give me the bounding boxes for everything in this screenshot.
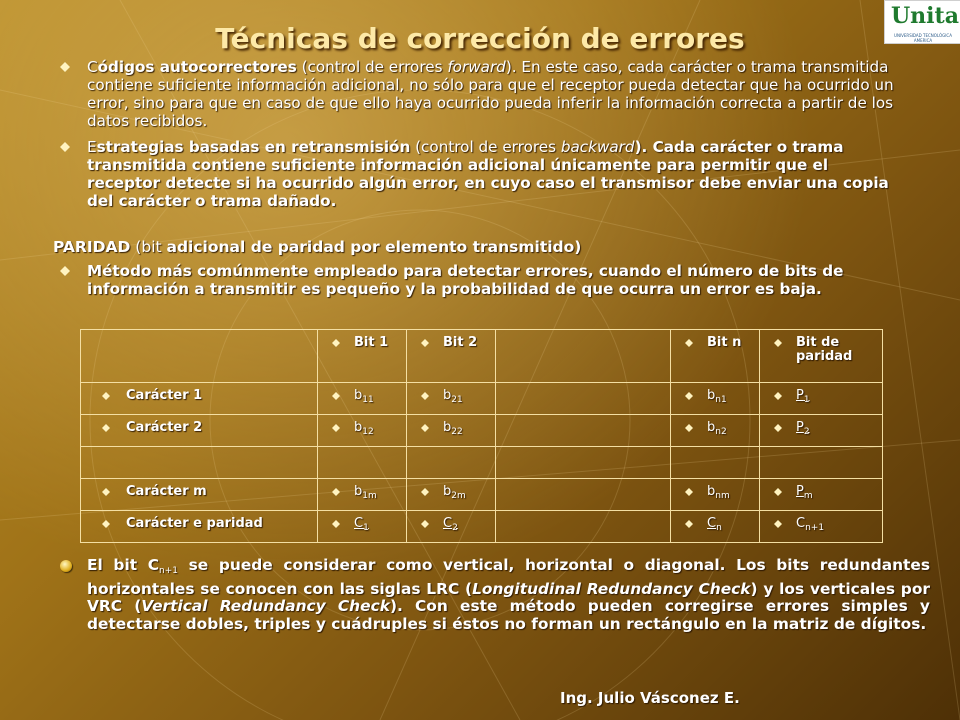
header-bit-2: Bit 2 (407, 330, 496, 383)
diamond-bullet-icon (332, 520, 340, 528)
diamond-bullet-icon (774, 424, 782, 432)
diamond-bullet-icon (421, 488, 429, 496)
diamond-bullet-icon (774, 339, 782, 347)
table-row (81, 511, 883, 543)
table-cell: $b_{1m}$ (318, 479, 407, 511)
diamond-bullet-icon (60, 142, 70, 152)
table-cell: $C_1$ (318, 511, 407, 543)
table-cell: $b_{12}$ (318, 415, 407, 447)
bullet-metodo-text: Método más comúnmente empleado para detectar errores, cuando el número de bits de información a transmitir es pequeño y la probabilidad de que ocurra un error es baja. (87, 262, 844, 298)
bullet-estrategias-retransmision: Estrategias basadas en retransmisión (control de errores backward). Cada carácter o trama transmitida contiene suficiente información adicional únicamente para permitir que el receptor detecte si ha ocurrido algún error, en cuyo caso el transmisor debe enviar una copia del carácter o trama dañado. (60, 138, 900, 210)
table-row (81, 383, 883, 415)
table-cell: $b_{n1}$ (671, 383, 760, 415)
table-header-row (81, 330, 883, 383)
diamond-bullet-icon (332, 339, 340, 347)
table-cell: $b_{21}$ (407, 383, 496, 415)
header-bit-1: Bit 1 (318, 330, 407, 383)
bullet-list (60, 58, 900, 218)
table-cell: $P_2$ (760, 415, 883, 447)
table-cell: $b_{n2}$ (671, 415, 760, 447)
author-credit: Ing. Julio Vásconez E. (560, 689, 740, 707)
diamond-bullet-icon (332, 488, 340, 496)
header-bit-paridad: Bit de paridad (760, 330, 883, 383)
diamond-bullet-icon (774, 488, 782, 496)
logo-subtitle: UNIVERSIDAD TECNOLÓGICA AMERICA (894, 33, 952, 43)
row-label: Carácter e paridad (81, 511, 318, 543)
table-cell: $b_{2m}$ (407, 479, 496, 511)
diamond-bullet-icon (685, 339, 693, 347)
circle-bullet-icon (60, 560, 72, 572)
diamond-bullet-icon (774, 520, 782, 528)
bullet-metodo (60, 262, 890, 306)
diamond-bullet-icon (60, 62, 70, 72)
diamond-bullet-icon (102, 488, 110, 496)
row-label: Carácter m (81, 479, 318, 511)
table-cell: $P_1$ (760, 383, 883, 415)
row-label: Carácter 2 (81, 415, 318, 447)
bullet-codigos-autocorrectores: Códigos autocorrectores (control de errores forward). En este caso, cada carácter o trama transmitida contiene suficiente información adicional, no sólo para que el receptor pueda detectar que ha ocurrido un error, sino para que en caso de que ello haya ocurrido pueda inferir la información correcta a partir de los datos recibidos. (60, 58, 900, 130)
logo-wordmark: Unita (891, 3, 959, 29)
diamond-bullet-icon (685, 392, 693, 400)
paridad-heading: PARIDAD (bit adicional de paridad por elemento transmitido) (53, 238, 582, 256)
diamond-bullet-icon (102, 520, 110, 528)
table-cell: $b_{11}$ (318, 383, 407, 415)
table-cell: $P_m$ (760, 479, 883, 511)
diamond-bullet-icon (685, 488, 693, 496)
note-paragraph: El bit $C_{n+1}$ se puede considerar como vertical, horizontal o diagonal. Los bits redundantes horizontales se conocen con las siglas LRC (Longitudinal Redundancy Check) y los verticales por VRC (Vertical Redundancy Check). Con este método pueden corregirse errores simples y detectarse dobles, triples y cuádruples si éstos no forman un rectángulo en la matriz de dígitos. (60, 557, 930, 633)
diamond-bullet-icon (685, 520, 693, 528)
diamond-bullet-icon (102, 392, 110, 400)
diamond-bullet-icon (421, 424, 429, 432)
diamond-bullet-icon (421, 339, 429, 347)
parity-matrix-table (80, 329, 883, 543)
table-cell: $b_{nm}$ (671, 479, 760, 511)
table-row (81, 479, 883, 511)
diamond-bullet-icon (685, 424, 693, 432)
diamond-bullet-icon (332, 424, 340, 432)
diamond-bullet-icon (332, 392, 340, 400)
row-label: Carácter 1 (81, 383, 318, 415)
diamond-bullet-icon (421, 520, 429, 528)
table-cell: $C_n$ (671, 511, 760, 543)
table-cell: $C_2$ (407, 511, 496, 543)
table-empty-row (81, 447, 883, 479)
header-bit-n: Bit n (671, 330, 760, 383)
table-cell: $b_{22}$ (407, 415, 496, 447)
slide-title: Técnicas de corrección de errores (215, 22, 745, 55)
diamond-bullet-icon (774, 392, 782, 400)
table-cell: $C_{n+1}$ (760, 511, 883, 543)
diamond-bullet-icon (102, 424, 110, 432)
table-row (81, 415, 883, 447)
diamond-bullet-icon (60, 266, 70, 276)
diamond-bullet-icon (421, 392, 429, 400)
